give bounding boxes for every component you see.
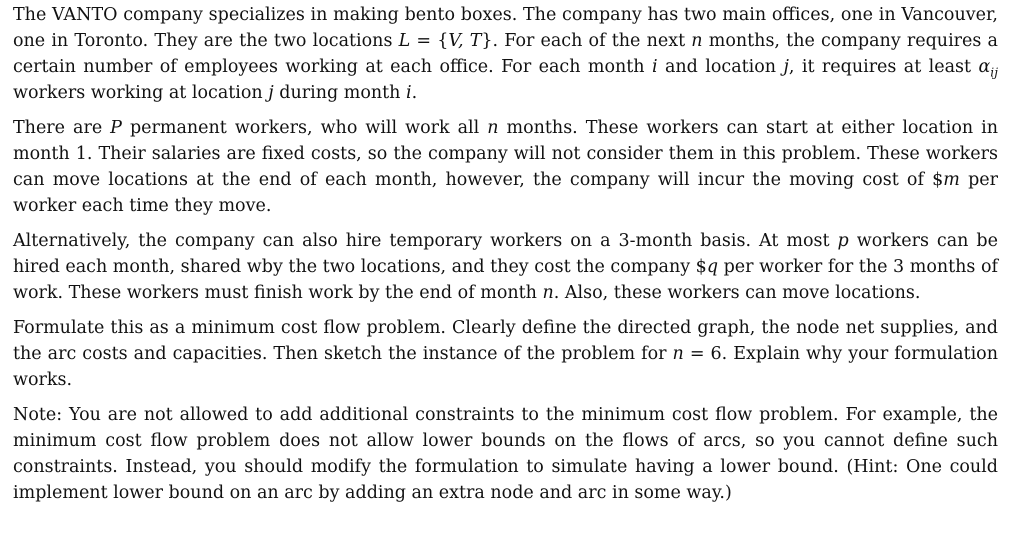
- math-n: n: [672, 344, 684, 364]
- paragraph-intro: The VANTO company specializes in making bento boxes. The company has two main offices, one in Vancouver, one in Toronto. They are the two locations L = {V, T}. For each of the next n months, the company requires a certain number of employees working at each office. For each month i and location j, it requires at least $\alpha_{ij}$ workers working at location j during month i.: [13, 5, 998, 103]
- math-j: j: [783, 57, 789, 77]
- math-i: i: [651, 57, 658, 77]
- math-V-T: V, T: [448, 31, 482, 51]
- paragraph-permanent: There are P permanent workers, who will work all n months. These workers can start at either location in month 1. Their salaries are fixed costs, so the company will not consider them in this problem. These workers can move locations at the end of each month, however, the company will incur the moving cost of $m per worker each time they move.: [13, 118, 998, 216]
- math-p: p: [837, 231, 849, 251]
- paragraph-note: Note: You are not allowed to add additional constraints to the minimum cost flow problem. For example, the minimum cost flow problem does not allow lower bounds on the flows of arcs, so you cannot define such constraints. Instead, you should modify the formulation to simulate having a lower bound. (Hint: One could implement lower bound on an arc by adding an extra node and arc in some way.): [13, 405, 998, 503]
- math-i: i: [406, 83, 412, 103]
- math-P: P: [110, 118, 122, 138]
- paragraph-temporary: Alternatively, the company can also hire temporary workers on a 3-month basis. At most p workers can be hired each month, shared wby the two locations, and they cost the company $q per worker for the 3 months of work. These workers must finish work by the end of month n. Also, these workers can move locations.: [13, 231, 998, 303]
- math-L: L: [398, 31, 411, 51]
- math-alpha: α: [978, 57, 991, 77]
- math-n: n: [487, 118, 499, 138]
- math-j: j: [268, 83, 274, 103]
- math-q: q: [706, 257, 719, 277]
- math-n: n: [542, 283, 554, 303]
- paragraph-task: Formulate this as a minimum cost flow problem. Clearly define the directed graph, the node net supplies, and the arc costs and capacities. Then sketch the instance of the problem for n = 6. Explain why your formulation works.: [13, 318, 998, 390]
- math-n: n: [691, 31, 703, 51]
- math-m: m: [943, 170, 960, 190]
- math-alpha-subscript: ij: [990, 65, 998, 80]
